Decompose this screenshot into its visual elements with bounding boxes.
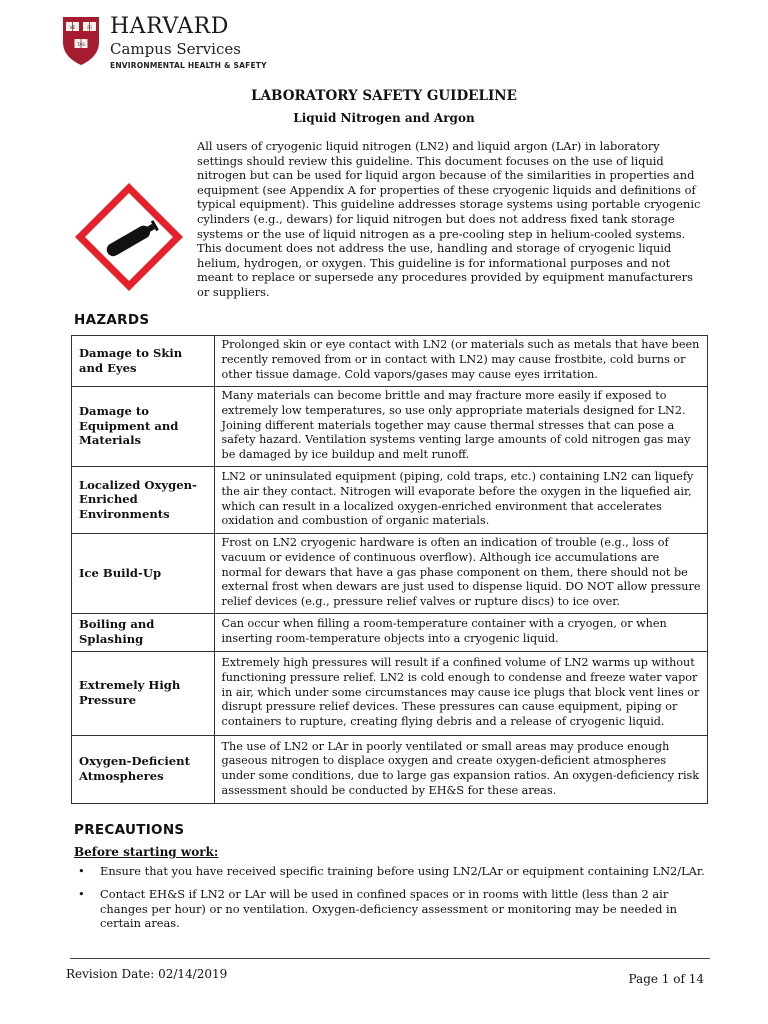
document-title: LABORATORY SAFETY GUIDELINE <box>251 88 517 104</box>
harvard-shield-icon <box>62 16 100 66</box>
hazard-description: Can occur when filling a room-temperature container with a cryogen, or when inserting room-temperature objects into a cryogenic liquid. <box>214 614 707 652</box>
hazard-name: Localized Oxygen-Enriched Environments <box>72 467 215 534</box>
hazard-description: Frost on LN2 cryogenic hardware is often an indication of trouble (e.g., loss of vacuum or evidence of continuous overflow). Although ice accumulations are normal for dewars that have a gas phase component on them, there should not be external frost when dewars are just used to dispense liquid. DO NOT allow pressure relief devices (e.g., pressure relief valves or rupture discs) to ice over. <box>214 534 707 614</box>
org-name: HARVARD <box>110 14 229 39</box>
hazard-name: Damage to Skin and Eyes <box>72 336 215 387</box>
hazards-table <box>71 335 708 804</box>
table-row <box>72 467 708 534</box>
table-row <box>72 736 708 804</box>
page-number: Page 1 of 14 <box>628 972 704 986</box>
table-row <box>72 652 708 736</box>
brand-block <box>110 14 320 70</box>
list-item <box>74 864 708 879</box>
division-name: ENVIRONMENTAL HEALTH & SAFETY <box>110 61 267 70</box>
revision-date: Revision Date: 02/14/2019 <box>66 967 228 981</box>
precautions-subheading: Before starting work: <box>74 845 219 859</box>
gas-cylinder-hazard-icon <box>72 180 186 294</box>
hazards-heading: HAZARDS <box>74 312 150 328</box>
hazard-name: Ice Build-Up <box>72 534 215 614</box>
precautions-heading: PRECAUTIONS <box>74 822 185 838</box>
hazard-description: Many materials can become brittle and may fracture more easily if exposed to extremely low temperatures, so use only appropriate materials designed for LN2. Joining different materials together may cause thermal stresses that can pose a safety hazard. Ventilation systems venting large amounts of cold nitrogen gas may be damaged by ice buildup and melt runoff. <box>214 387 707 467</box>
hazard-name: Oxygen-Deficient Atmospheres <box>72 736 215 804</box>
shield-letters-2: RI <box>87 26 92 31</box>
document-subtitle: Liquid Nitrogen and Argon <box>293 111 475 125</box>
table-row <box>72 387 708 467</box>
unit-name: Campus Services <box>110 40 241 58</box>
bullet-icon: • <box>78 886 85 901</box>
hazard-name: Damage to Equipment and Materials <box>72 387 215 467</box>
list-item-text: Ensure that you have received specific training before using LN2/LAr or equipment containing LN2/LAr. <box>100 864 705 878</box>
shield-letters-3: TAS <box>77 42 85 47</box>
intro-paragraph: All users of cryogenic liquid nitrogen (LN2) and liquid argon (LAr) in laboratory settings should review this guideline. This document focuses on the use of liquid nitrogen but can be used for liquid argon because of the similarities in properties and equipment (see Appendix A for properties of these cryogenic liquids and definitions of typical equipment). This guideline addresses storage systems using portable cryogenic cylinders (e.g., dewars) for liquid nitrogen but does not address fixed tank storage systems or the use of liquid nitrogen as a pre-cooling step in helium-cooled systems. This document does not address the use, handling and storage of cryogenic liquid helium, hydrogen, or oxygen. This guideline is for informational purposes and not meant to replace or supersede any procedures provided by equipment manufacturers or suppliers. <box>197 139 701 299</box>
bullet-icon: • <box>78 864 85 878</box>
hazard-description: The use of LN2 or LAr in poorly ventilated or small areas may produce enough gaseous nitrogen to displace oxygen and create oxygen-deficient atmospheres under some conditions, due to large gas expansion ratios. An oxygen-deficiency risk assessment should be conducted by EH&S for these areas. <box>214 736 707 804</box>
precautions-list <box>74 864 708 939</box>
table-row <box>72 614 708 652</box>
footer-divider <box>70 958 710 959</box>
hazard-description: Prolonged skin or eye contact with LN2 (or materials such as metals that have been recently removed from or in contact with LN2) may cause frostbite, cold burns or other tissue damage. Cold vapors/gases may cause eyes irritation. <box>214 336 707 387</box>
table-row <box>72 336 708 387</box>
table-row <box>72 534 708 614</box>
hazard-description: Extremely high pressures will result if a confined volume of LN2 warms up without functioning pressure relief. LN2 is cold enough to condense and freeze water vapor in air, which under some circumstances may cause ice plugs that block vent lines or disrupt pressure relief devices. These pressures can cause equipment, piping or containers to rupture, creating flying debris and a release of cryogenic liquid. <box>214 652 707 736</box>
hazard-name: Extremely High Pressure <box>72 652 215 736</box>
hazard-description: LN2 or uninsulated equipment (piping, cold traps, etc.) containing LN2 can liquefy the air they contact. Nitrogen will evaporate before the oxygen in the liquefied air, which can result in a localized oxygen-enriched environment that accelerates oxidation and combustion of organic materials. <box>214 467 707 534</box>
shield-letters-1: VE <box>69 26 76 31</box>
list-item <box>74 887 708 931</box>
hazard-name: Boiling and Splashing <box>72 614 215 652</box>
list-item-text: Contact EH&S if LN2 or LAr will be used in confined spaces or in rooms with little (less than 2 air changes per hour) or no ventilation. Oxygen-deficiency assessment or monitoring may be needed in certain areas. <box>100 886 677 931</box>
